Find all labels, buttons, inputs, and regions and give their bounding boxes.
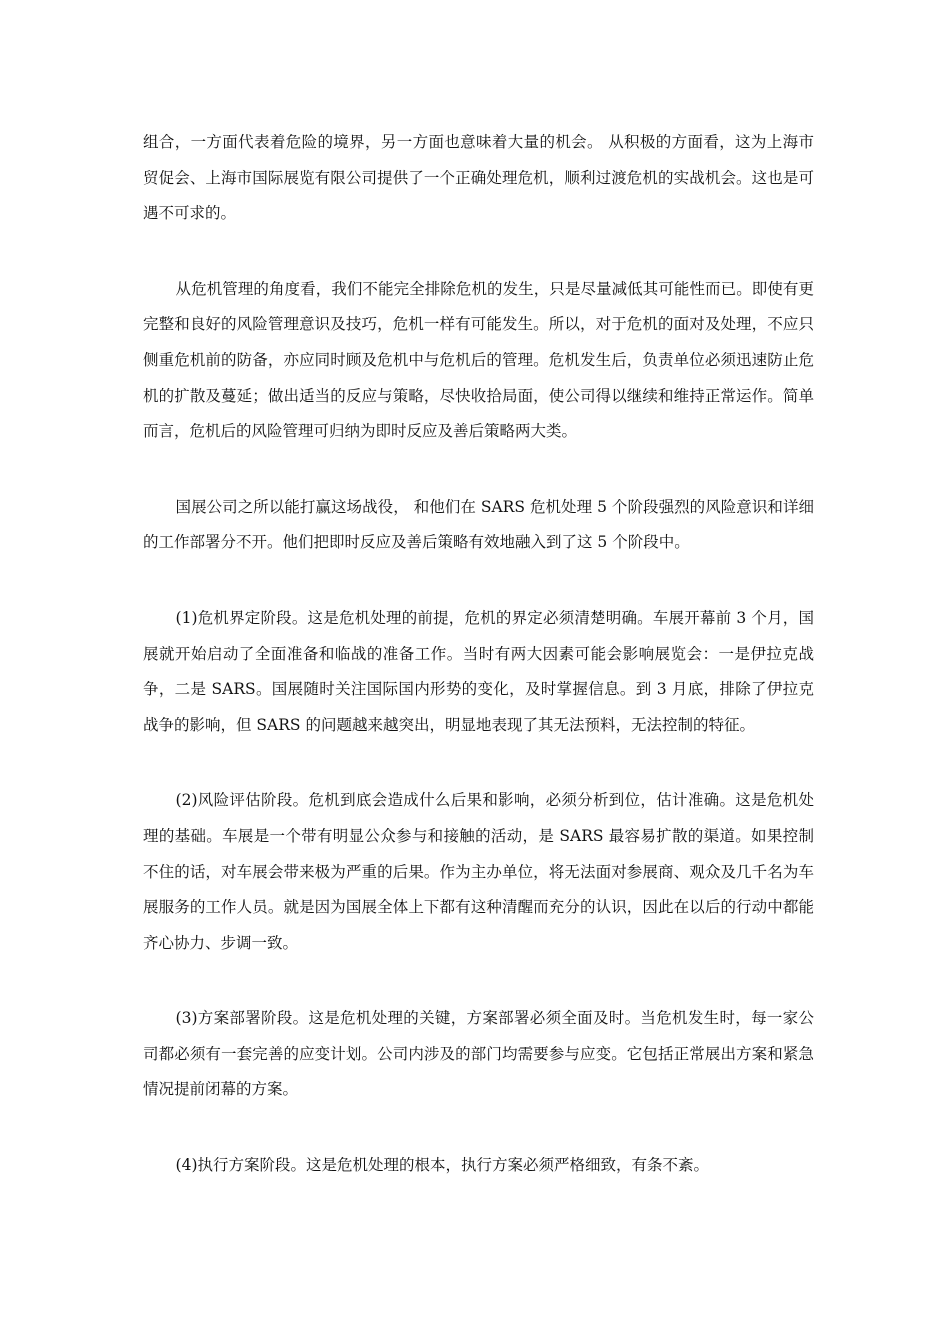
paragraph-2: 从危机管理的角度看，我们不能完全排除危机的发生，只是尽量减低其可能性而已。即使有更完整和良好的风险管理意识及技巧，危机一样有可能发生。所以，对于危机的面对及处理，不应只侧重危机前的防备，亦应同时顾及危机中与危机后的管理。危机发生后，负责单位必须迅速防止危机的扩散及蔓延；做出适当的反应与策略，尽快收拾局面，使公司得以继续和维持正常运作。简单而言，危机后的风险管理可归纳为即时反应及善后策略两大类。 [143, 279, 814, 441]
paragraph-6: (3)方案部署阶段。这是危机处理的关键，方案部署必须全面及时。当危机发生时，每一家公司都必须有一套完善的应变计划。公司内涉及的部门均需要参与应变。它包括正常展出方案和紧急情况提前闭幕的方案。 [143, 1009, 814, 1099]
paragraph-7: (4)执行方案阶段。这是危机处理的根本，执行方案必须严格细致，有条不紊。 [175, 1156, 710, 1175]
paragraph-1: 组合，一方面代表着危险的境界，另一方面也意味着大量的机会。 从积极的方面看，这为上海市贸促会、上海市国际展览有限公司提供了一个正确处理危机，顺利过渡危机的实战机会。这也是可遇不可求的。 [143, 133, 814, 223]
paragraph-5: (2)风险评估阶段。危机到底会造成什么后果和影响，必须分析到位，估计准确。这是危机处理的基础。车展是一个带有明显公众参与和接触的活动，是 SARS 最容易扩散的渠道。如果控制不住的话，对车展会带来极为严重的后果。作为主办单位，将无法面对参展商、观众及几千名为车展服务的工作人员。就是因为国展全体上下都有这种清醒而充分的认识，因此在以后的行动中都能齐心协力、步调一致。 [143, 791, 814, 952]
paragraph-4: (1)危机界定阶段。这是危机处理的前提，危机的界定必须清楚明确。车展开幕前 3 个月，国展就开始启动了全面准备和临战的准备工作。当时有两大因素可能会影响展览会：一是伊拉克战争，二是 SARS。国展随时关注国际国内形势的变化，及时掌握信息。到 3 月底，排除了伊拉克战争的影响，但 SARS 的问题越来越突出，明显地表现了其无法预料，无法控制的特征。 [143, 608, 814, 734]
paragraph-3: 国展公司之所以能打赢这场战役， 和他们在 SARS 危机处理 5 个阶段强烈的风险意识和详细的工作部署分不开。他们把即时反应及善后策略有效地融入到了这 5 个阶段中。 [143, 497, 814, 552]
